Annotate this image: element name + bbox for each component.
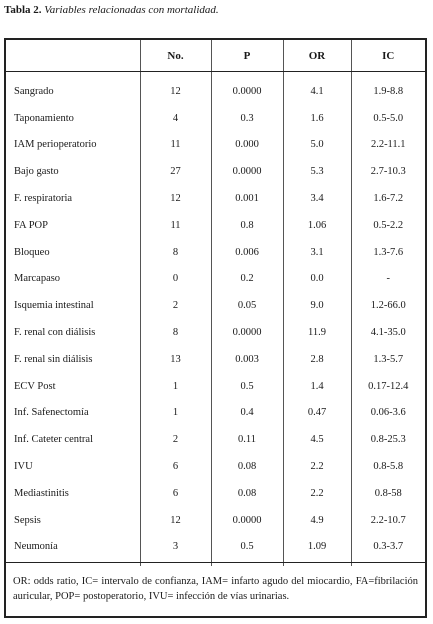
row-count: 13 [140, 346, 211, 373]
row-odds-ratio: 3.4 [283, 185, 351, 212]
row-count: 4 [140, 105, 211, 132]
row-odds-ratio: 1.6 [283, 105, 351, 132]
row-odds-ratio: 9.0 [283, 292, 351, 319]
table-row [6, 158, 425, 185]
row-variable: IAM perioperatorio [14, 139, 97, 151]
row-count: 8 [140, 239, 211, 266]
header-variable [6, 40, 140, 72]
row-count: 6 [140, 453, 211, 480]
table-body [6, 72, 425, 567]
table-row [6, 453, 425, 480]
row-confidence-interval: 0.8-25.3 [351, 426, 425, 453]
row-count: 1 [140, 400, 211, 427]
row-variable: Sepsis [14, 514, 41, 526]
table-row [6, 212, 425, 239]
row-confidence-interval: 1.3-7.6 [351, 239, 425, 266]
table-row [6, 292, 425, 319]
table-header-row [6, 40, 425, 72]
row-variable: Mediastinitis [14, 487, 69, 499]
row-confidence-interval: 0.8-5.8 [351, 453, 425, 480]
row-variable: Marcapaso [14, 273, 61, 285]
row-p-value: 0.001 [211, 185, 283, 212]
row-confidence-interval: 2.2-10.7 [351, 507, 425, 534]
row-p-value: 0.08 [211, 453, 283, 480]
row-p-value: 0.0000 [211, 158, 283, 185]
table-row [6, 319, 425, 346]
row-confidence-interval: 0.17-12.4 [351, 373, 425, 400]
mortality-variables-table [6, 40, 425, 566]
row-p-value: 0.3 [211, 105, 283, 132]
row-count: 11 [140, 132, 211, 159]
table-row [6, 480, 425, 507]
row-variable: F. renal con diálisis [14, 327, 96, 339]
row-count: 12 [140, 507, 211, 534]
row-count: 6 [140, 480, 211, 507]
row-confidence-interval: 1.9-8.8 [351, 72, 425, 105]
row-odds-ratio: 11.9 [283, 319, 351, 346]
row-p-value: 0.0000 [211, 507, 283, 534]
row-p-value: 0.0000 [211, 72, 283, 105]
row-odds-ratio: 5.3 [283, 158, 351, 185]
row-p-value: 0.0000 [211, 319, 283, 346]
row-variable: ECV Post [14, 380, 56, 392]
row-odds-ratio: 0.47 [283, 400, 351, 427]
row-p-value: 0.5 [211, 534, 283, 567]
table-row [6, 346, 425, 373]
row-confidence-interval: 1.2-66.0 [351, 292, 425, 319]
row-variable: Bajo gasto [14, 166, 59, 178]
row-variable: F. renal sin diálisis [14, 353, 93, 365]
row-confidence-interval: 4.1-35.0 [351, 319, 425, 346]
row-count: 1 [140, 373, 211, 400]
row-p-value: 0.000 [211, 132, 283, 159]
row-variable: IVU [14, 461, 33, 473]
row-count: 0 [140, 266, 211, 293]
row-confidence-interval: - [351, 266, 425, 293]
row-confidence-interval: 1.6-7.2 [351, 185, 425, 212]
row-p-value: 0.11 [211, 426, 283, 453]
table-row [6, 185, 425, 212]
row-count: 2 [140, 426, 211, 453]
row-count: 27 [140, 158, 211, 185]
row-odds-ratio: 3.1 [283, 239, 351, 266]
row-p-value: 0.8 [211, 212, 283, 239]
row-variable: Isquemia intestinal [14, 300, 94, 312]
row-count: 2 [140, 292, 211, 319]
row-variable: Inf. Cateter central [14, 434, 93, 446]
row-confidence-interval: 0.8-58 [351, 480, 425, 507]
header-p-value: P [211, 40, 283, 72]
header-odds-ratio: OR [283, 40, 351, 72]
table-row [6, 400, 425, 427]
table-frame [4, 38, 427, 618]
row-count: 12 [140, 72, 211, 105]
row-odds-ratio: 1.06 [283, 212, 351, 239]
row-count: 12 [140, 185, 211, 212]
row-p-value: 0.05 [211, 292, 283, 319]
row-odds-ratio: 5.0 [283, 132, 351, 159]
table-row [6, 132, 425, 159]
row-odds-ratio: 0.0 [283, 266, 351, 293]
row-variable: Taponamiento [14, 112, 74, 124]
row-odds-ratio: 2.2 [283, 480, 351, 507]
table-caption-title: Variables relacionadas con mortalidad. [44, 4, 219, 16]
row-count: 8 [140, 319, 211, 346]
row-p-value: 0.08 [211, 480, 283, 507]
row-count: 11 [140, 212, 211, 239]
table-caption [4, 4, 219, 17]
row-confidence-interval: 0.5-5.0 [351, 105, 425, 132]
row-confidence-interval: 0.5-2.2 [351, 212, 425, 239]
row-odds-ratio: 1.4 [283, 373, 351, 400]
row-p-value: 0.003 [211, 346, 283, 373]
row-p-value: 0.5 [211, 373, 283, 400]
row-variable: Sangrado [14, 85, 54, 97]
row-confidence-interval: 2.7-10.3 [351, 158, 425, 185]
row-p-value: 0.2 [211, 266, 283, 293]
table-row [6, 426, 425, 453]
row-variable: F. respiratoria [14, 193, 73, 205]
table-row [6, 507, 425, 534]
row-odds-ratio: 4.9 [283, 507, 351, 534]
table-row [6, 105, 425, 132]
table-caption-label: Tabla 2. [4, 4, 42, 16]
table-row [6, 373, 425, 400]
row-variable: FA POP [14, 219, 48, 231]
table-row [6, 239, 425, 266]
header-count: No. [140, 40, 211, 72]
row-variable: Bloqueo [14, 246, 50, 258]
header-confidence-interval: IC [351, 40, 425, 72]
table-footnote: OR: odds ratio, IC= intervalo de confianza, IAM= infarto agudo del miocardio, FA=fibrilación auricular, POP= postoperatorio, IVU= infección de vías urinarias. [6, 562, 425, 604]
row-p-value: 0.006 [211, 239, 283, 266]
row-confidence-interval: 1.3-5.7 [351, 346, 425, 373]
row-variable: Neumonía [14, 541, 58, 553]
row-odds-ratio: 2.2 [283, 453, 351, 480]
row-odds-ratio: 4.5 [283, 426, 351, 453]
row-odds-ratio: 2.8 [283, 346, 351, 373]
row-odds-ratio: 4.1 [283, 72, 351, 105]
row-count: 3 [140, 534, 211, 567]
row-p-value: 0.4 [211, 400, 283, 427]
table-row [6, 266, 425, 293]
row-odds-ratio: 1.09 [283, 534, 351, 567]
row-variable: Inf. Safenectomía [14, 407, 89, 419]
row-confidence-interval: 2.2-11.1 [351, 132, 425, 159]
row-confidence-interval: 0.06-3.6 [351, 400, 425, 427]
row-confidence-interval: 0.3-3.7 [351, 534, 425, 567]
table-row [6, 72, 425, 105]
